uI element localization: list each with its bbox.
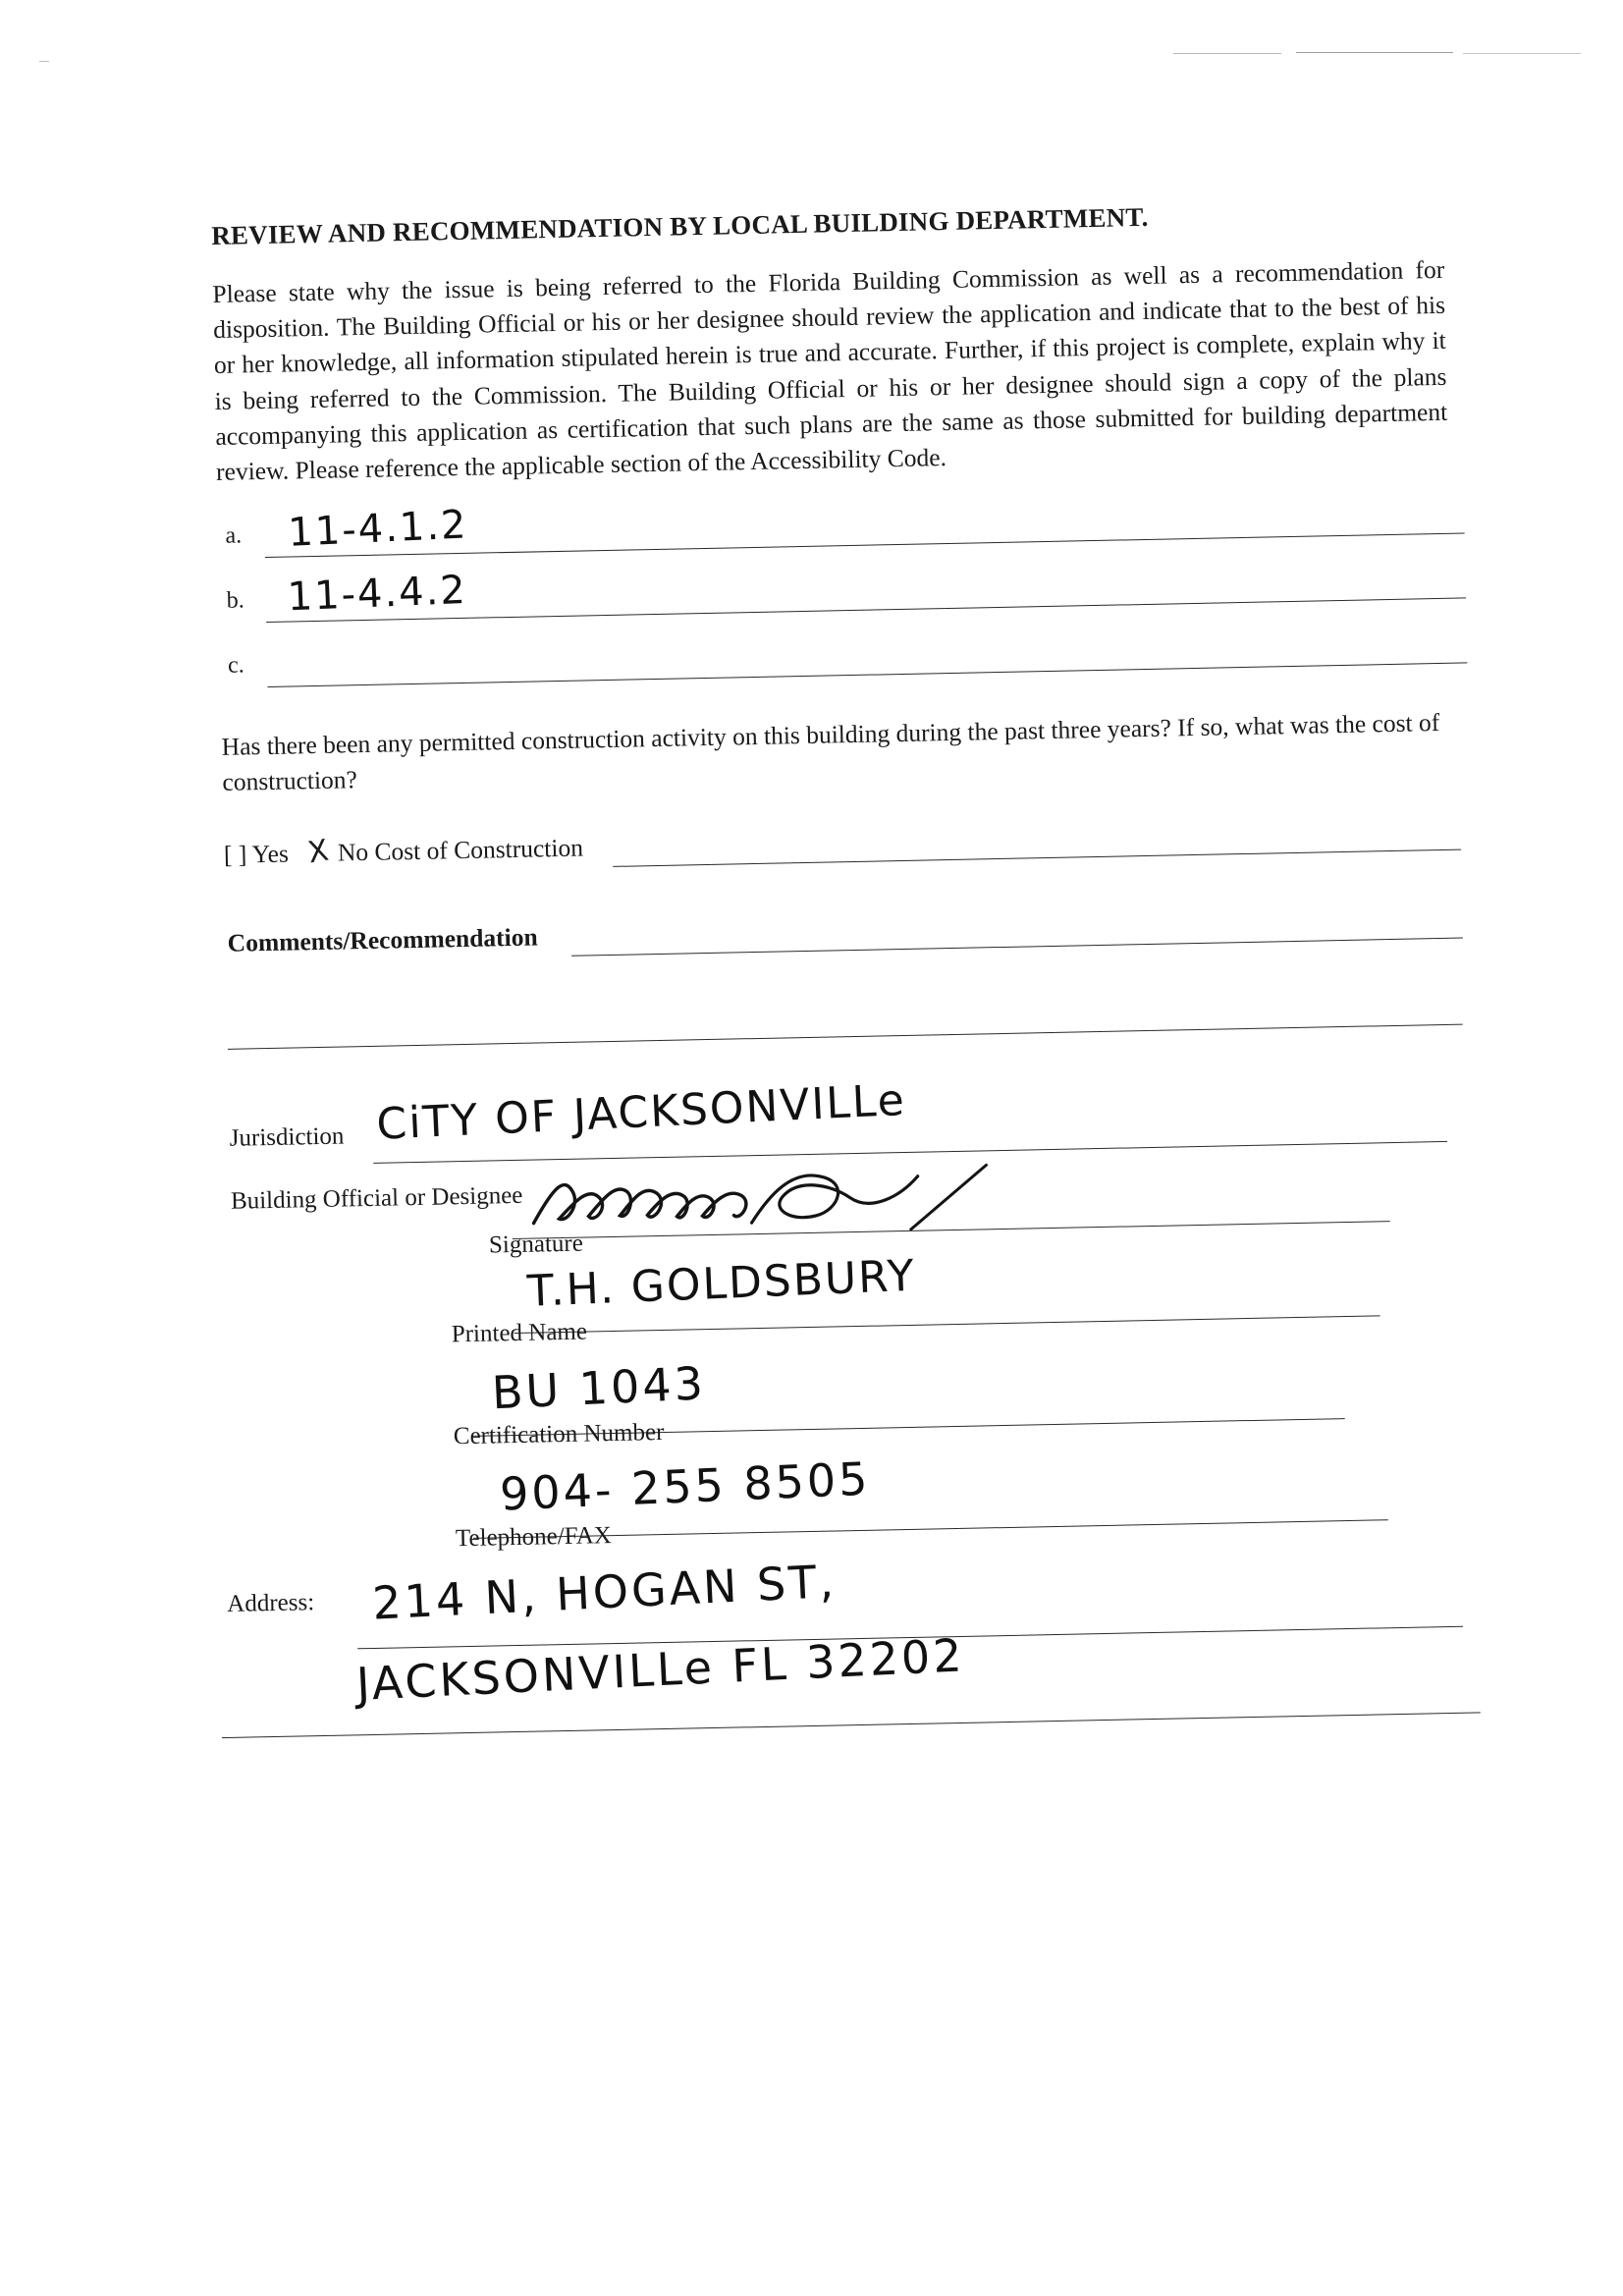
building-official-label: Building Official or Designee bbox=[230, 1181, 523, 1215]
jurisdiction-value: CiTY OF JACKSONVILLe bbox=[375, 1074, 907, 1150]
signature-sub-label: Signature bbox=[488, 1230, 584, 1259]
referral-items-list bbox=[217, 485, 1468, 704]
telephone-fax-label: Telephone/FAX bbox=[455, 1521, 613, 1552]
no-option-label: No Cost of Construction bbox=[337, 833, 584, 867]
document-content bbox=[211, 196, 1498, 2261]
referral-item-b-label: b. bbox=[226, 587, 245, 614]
signature-block bbox=[226, 1074, 1488, 1749]
comments-rule-line-1 bbox=[571, 937, 1463, 956]
no-option-checkmark: X bbox=[305, 833, 332, 870]
telephone-fax-value: 904- 255 8505 bbox=[498, 1451, 872, 1521]
signature-scrawl bbox=[524, 1158, 1046, 1239]
scan-edge-tick bbox=[39, 61, 49, 62]
scan-artifact-marks bbox=[1173, 47, 1586, 61]
referral-item-c-label: c. bbox=[227, 652, 245, 679]
certification-number-value: BU 1043 bbox=[490, 1355, 707, 1419]
referral-item-a-label: a. bbox=[225, 522, 243, 549]
certification-number-label: Certification Number bbox=[453, 1418, 665, 1449]
printed-name-rule bbox=[514, 1315, 1380, 1334]
address-label: Address: bbox=[226, 1588, 315, 1617]
page-title: REVIEW AND RECOMMENDATION BY LOCAL BUILDING DEPARTMENT. bbox=[211, 201, 1149, 250]
cost-of-construction-rule bbox=[613, 848, 1461, 866]
construction-answer-row bbox=[224, 815, 1472, 885]
instructions-paragraph: Please state why the issue is being referred to the Florida Building Commission as well as a recommendation for disposition. The Building Official or his or her designee should review the application and indicate that to the best of his or her knowledge, all information stipulated herein is true and accurate. Further, if this project is complete, explain why it is being referred to the Commission. The Building Official or his or her designee should sign a copy of the plans accompanying this application as certification that such plans are the same as those submitted for building department review. Please reference the applicable section of the Accessibility Code. bbox=[212, 254, 1448, 486]
construction-question: Has there been any permitted construction activity on this building during the past three years? If so, what was the cost of construction? bbox=[221, 708, 1440, 797]
jurisdiction-label: Jurisdiction bbox=[229, 1122, 345, 1152]
referral-item-a-value: 11-4.1.2 bbox=[287, 502, 469, 557]
address-line-2-value: JACKSONVILLe FL 32202 bbox=[354, 1627, 966, 1711]
yes-option-label: [ ] Yes bbox=[223, 839, 290, 869]
comments-rule-line-2 bbox=[228, 1023, 1463, 1049]
comments-label: Comments/Recommendation bbox=[227, 922, 538, 957]
page-bottom-whitespace bbox=[242, 1724, 1498, 2260]
printed-name-label: Printed Name bbox=[451, 1318, 588, 1347]
comments-row bbox=[225, 903, 1473, 973]
referral-item-b-value: 11-4.4.2 bbox=[286, 568, 468, 621]
address-value: 214 N, HOGAN ST, bbox=[371, 1554, 839, 1630]
printed-name-value: T.H. GOLDSBURY bbox=[525, 1250, 917, 1317]
referral-item-c-rule bbox=[268, 663, 1468, 688]
